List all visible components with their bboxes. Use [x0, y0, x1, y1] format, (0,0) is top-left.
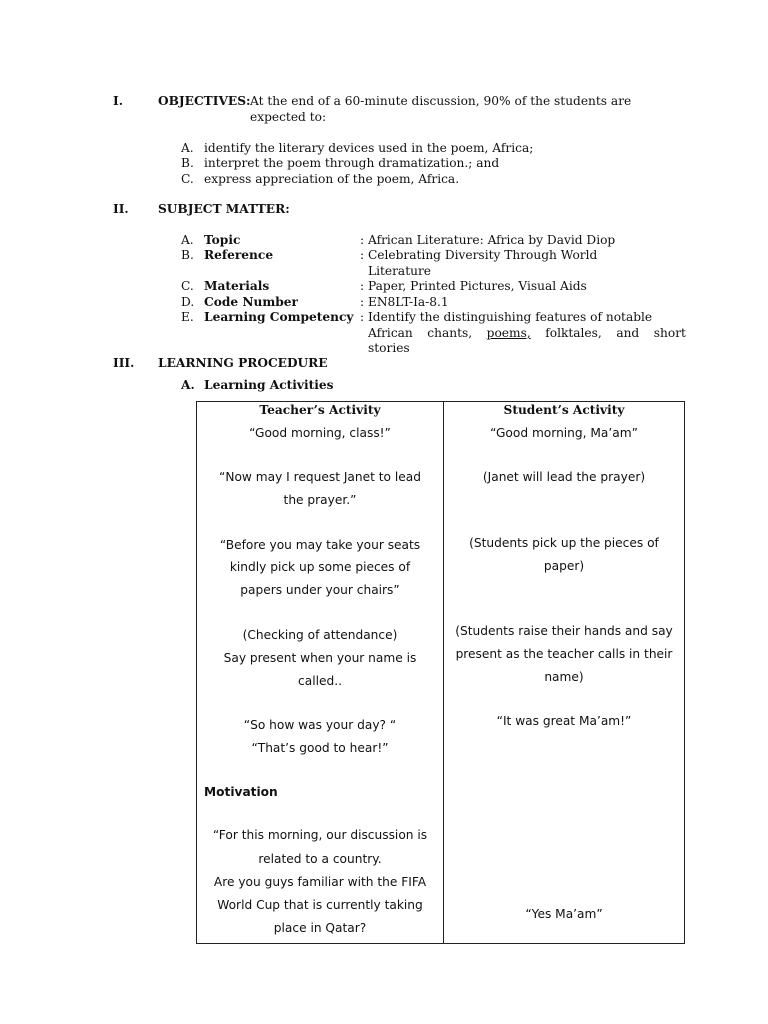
teacher-activity-header: Teacher’s Activity	[259, 403, 381, 417]
code-number-label: Code Number	[204, 295, 298, 309]
subject-letter: B.	[181, 248, 194, 262]
teacher-attendance-line1: (Checking of attendance)	[242, 628, 398, 642]
section-number-objectives: I.	[113, 94, 123, 108]
teacher-motivation-line3: Are you guys familiar with the FIFA	[213, 875, 427, 889]
teacher-prayer-line2: the prayer.”	[283, 493, 357, 507]
student-activity-header: Student’s Activity	[503, 403, 625, 417]
teacher-day-line2: “That’s good to hear!”	[251, 741, 389, 755]
section-number-procedure: III.	[113, 356, 135, 370]
learning-competency-value-line2	[368, 326, 686, 340]
motivation-heading: Motivation	[204, 785, 278, 799]
procedure-sub-letter: A.	[181, 378, 195, 392]
competency-word: chants,	[427, 326, 473, 340]
teacher-greeting: “Good morning, class!”	[249, 426, 391, 440]
teacher-motivation-line1: “For this morning, our discussion is	[212, 828, 428, 842]
reference-label: Reference	[204, 248, 274, 262]
code-number-value: : EN8LT-Ia-8.1	[360, 295, 449, 309]
subject-letter: A.	[181, 233, 194, 247]
learning-competency-value-line1: : Identify the distinguishing features of notable	[360, 310, 653, 324]
objective-letter: B.	[181, 156, 194, 170]
teacher-motivation-line4: World Cup that is currently taking	[217, 898, 423, 912]
learning-procedure-heading: LEARNING PROCEDURE	[158, 356, 328, 370]
student-attendance-line3: name)	[544, 670, 584, 684]
subject-matter-heading: SUBJECT MATTER:	[158, 202, 290, 216]
teacher-motivation-line5: place in Qatar?	[273, 921, 367, 935]
activity-table	[196, 401, 685, 944]
competency-word: African	[368, 326, 413, 340]
student-greeting: “Good morning, Ma’am”	[490, 426, 638, 440]
subject-letter: E.	[181, 310, 194, 324]
objectives-intro-line2: expected to:	[250, 110, 327, 124]
teacher-papers-line2: kindly pick up some pieces of	[229, 560, 411, 574]
teacher-attendance-line3: called..	[298, 674, 342, 688]
objective-letter: C.	[181, 172, 194, 186]
competency-word-poems: poems,	[486, 326, 531, 340]
topic-value: : African Literature: Africa by David Diop	[360, 233, 616, 247]
learning-competency-value-line3: stories	[368, 341, 410, 355]
teacher-motivation-line2: related to a country.	[258, 852, 382, 866]
teacher-attendance-line2: Say present when your name is	[223, 651, 417, 665]
section-number-subject-matter: II.	[113, 202, 129, 216]
subject-letter: C.	[181, 279, 194, 293]
student-papers-line2: paper)	[543, 559, 585, 573]
objectives-intro-line1: At the end of a 60-minute discussion, 90% of the students are	[250, 94, 632, 108]
teacher-papers-line1: “Before you may take your seats	[219, 538, 421, 552]
reference-value-line2: Literature	[368, 264, 431, 278]
teacher-prayer-line1: “Now may I request Janet to lead	[219, 470, 421, 484]
objectives-heading: OBJECTIVES:	[158, 94, 251, 108]
student-prayer: (Janet will lead the prayer)	[482, 470, 646, 484]
objective-item: express appreciation of the poem, Africa.	[204, 172, 460, 186]
learning-competency-label: Learning Competency	[204, 310, 354, 324]
objective-item: identify the literary devices used in the poem, Africa;	[204, 141, 534, 155]
materials-value: : Paper, Printed Pictures, Visual Aids	[360, 279, 587, 293]
reference-value-line1: : Celebrating Diversity Through World	[360, 248, 598, 262]
student-day: “It was great Ma’am!”	[496, 714, 632, 728]
competency-word: short	[653, 326, 686, 340]
materials-label: Materials	[204, 279, 270, 293]
learning-activities-heading: Learning Activities	[204, 378, 334, 392]
subject-letter: D.	[181, 295, 195, 309]
competency-word: and	[616, 326, 640, 340]
topic-label: Topic	[204, 233, 241, 247]
student-attendance-line1: (Students raise their hands and say	[455, 624, 673, 638]
student-attendance-line2: present as the teacher calls in their	[455, 647, 673, 661]
teacher-papers-line3: papers under your chairs”	[240, 583, 400, 597]
student-papers-line1: (Students pick up the pieces of	[469, 536, 659, 550]
competency-word: folktales,	[545, 326, 602, 340]
objective-letter: A.	[181, 141, 194, 155]
student-yes: “Yes Ma’am”	[525, 907, 603, 921]
objective-item: interpret the poem through dramatization.; and	[204, 156, 500, 170]
teacher-day-line1: “So how was your day? “	[243, 718, 397, 732]
